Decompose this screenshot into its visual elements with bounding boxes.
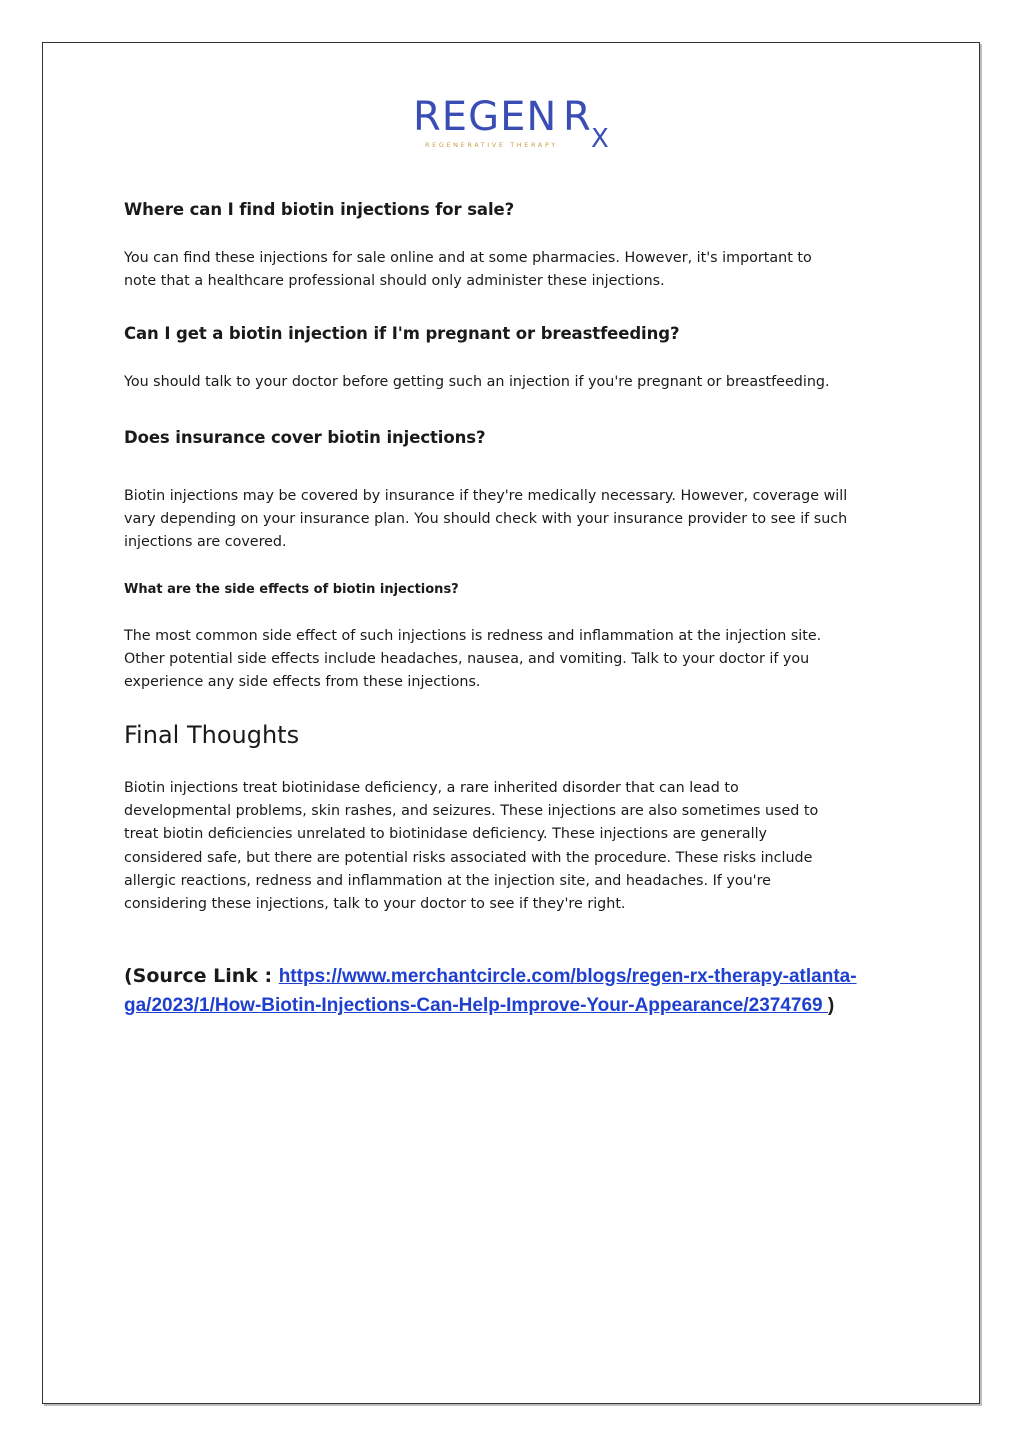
logo-word: REGEN bbox=[413, 94, 558, 140]
body-line: Biotin injections treat biotinidase deficiency, a rare inherited disorder that can lead to bbox=[124, 780, 739, 796]
source-link-line-2: ga/2023/1/How-Biotin-Injections-Can-Help-Improve-Your-Appearance/2374769 bbox=[124, 995, 828, 1016]
section-heading-where-to-buy: Where can I find biotin injections for sale? bbox=[124, 200, 515, 219]
body-line: You should talk to your doctor before getting such an injection if you're pregnant or breastfeeding. bbox=[124, 374, 830, 390]
body-line: developmental problems, skin rashes, and seizures. These injections are also sometimes used to bbox=[124, 803, 819, 820]
source-link-line-1: https://www.merchantcircle.com/blogs/regen-rx-therapy-atlanta- bbox=[278, 966, 857, 987]
logo-mark-r: R bbox=[563, 94, 591, 140]
logo-tagline: REGENERATIVE THERAPY bbox=[425, 141, 558, 149]
section-body-insurance bbox=[124, 485, 904, 555]
source-link-close-paren: ) bbox=[827, 995, 835, 1016]
body-line: treat biotin deficiencies unrelated to biotinidase deficiency. These injections are generally bbox=[124, 826, 768, 843]
body-line: allergic reactions, redness and inflammation at the injection site, and headaches. If you're bbox=[124, 872, 771, 889]
final-thoughts-body bbox=[124, 777, 904, 916]
body-line: The most common side effect of such injections is redness and inflammation at the injection site. bbox=[124, 628, 822, 644]
regen-rx-logo bbox=[413, 92, 617, 152]
source-link-block bbox=[124, 962, 914, 1020]
body-line: experience any side effects from these injections. bbox=[124, 674, 481, 691]
section-body-where-to-buy bbox=[124, 247, 904, 293]
section-heading-side-effects: What are the side effects of biotin injections? bbox=[124, 582, 459, 597]
body-line: considered safe, but there are potential risks associated with the procedure. These risks include bbox=[124, 849, 813, 866]
body-line: note that a healthcare professional should only administer these injections. bbox=[124, 273, 665, 290]
final-thoughts-heading: Final Thoughts bbox=[124, 721, 300, 749]
body-line: injections are covered. bbox=[124, 534, 287, 551]
body-line: vary depending on your insurance plan. You should check with your insurance provider to see if such bbox=[124, 511, 848, 528]
section-body-pregnancy bbox=[124, 371, 904, 394]
section-heading-pregnancy: Can I get a biotin injection if I'm pregnant or breastfeeding? bbox=[124, 324, 680, 343]
source-link-label: (Source Link : bbox=[124, 965, 279, 987]
body-line: Biotin injections may be covered by insurance if they're medically necessary. However, coverage will bbox=[124, 488, 848, 504]
section-body-side-effects bbox=[124, 625, 904, 695]
logo-mark-x: X bbox=[591, 124, 609, 152]
body-line: You can find these injections for sale online and at some pharmacies. However, it's important to bbox=[124, 250, 812, 266]
body-line: Other potential side effects include headaches, nausea, and vomiting. Talk to your doctor if you bbox=[124, 651, 810, 668]
body-line: considering these injections, talk to your doctor to see if they're right. bbox=[124, 896, 626, 913]
section-heading-insurance: Does insurance cover biotin injections? bbox=[124, 428, 486, 447]
